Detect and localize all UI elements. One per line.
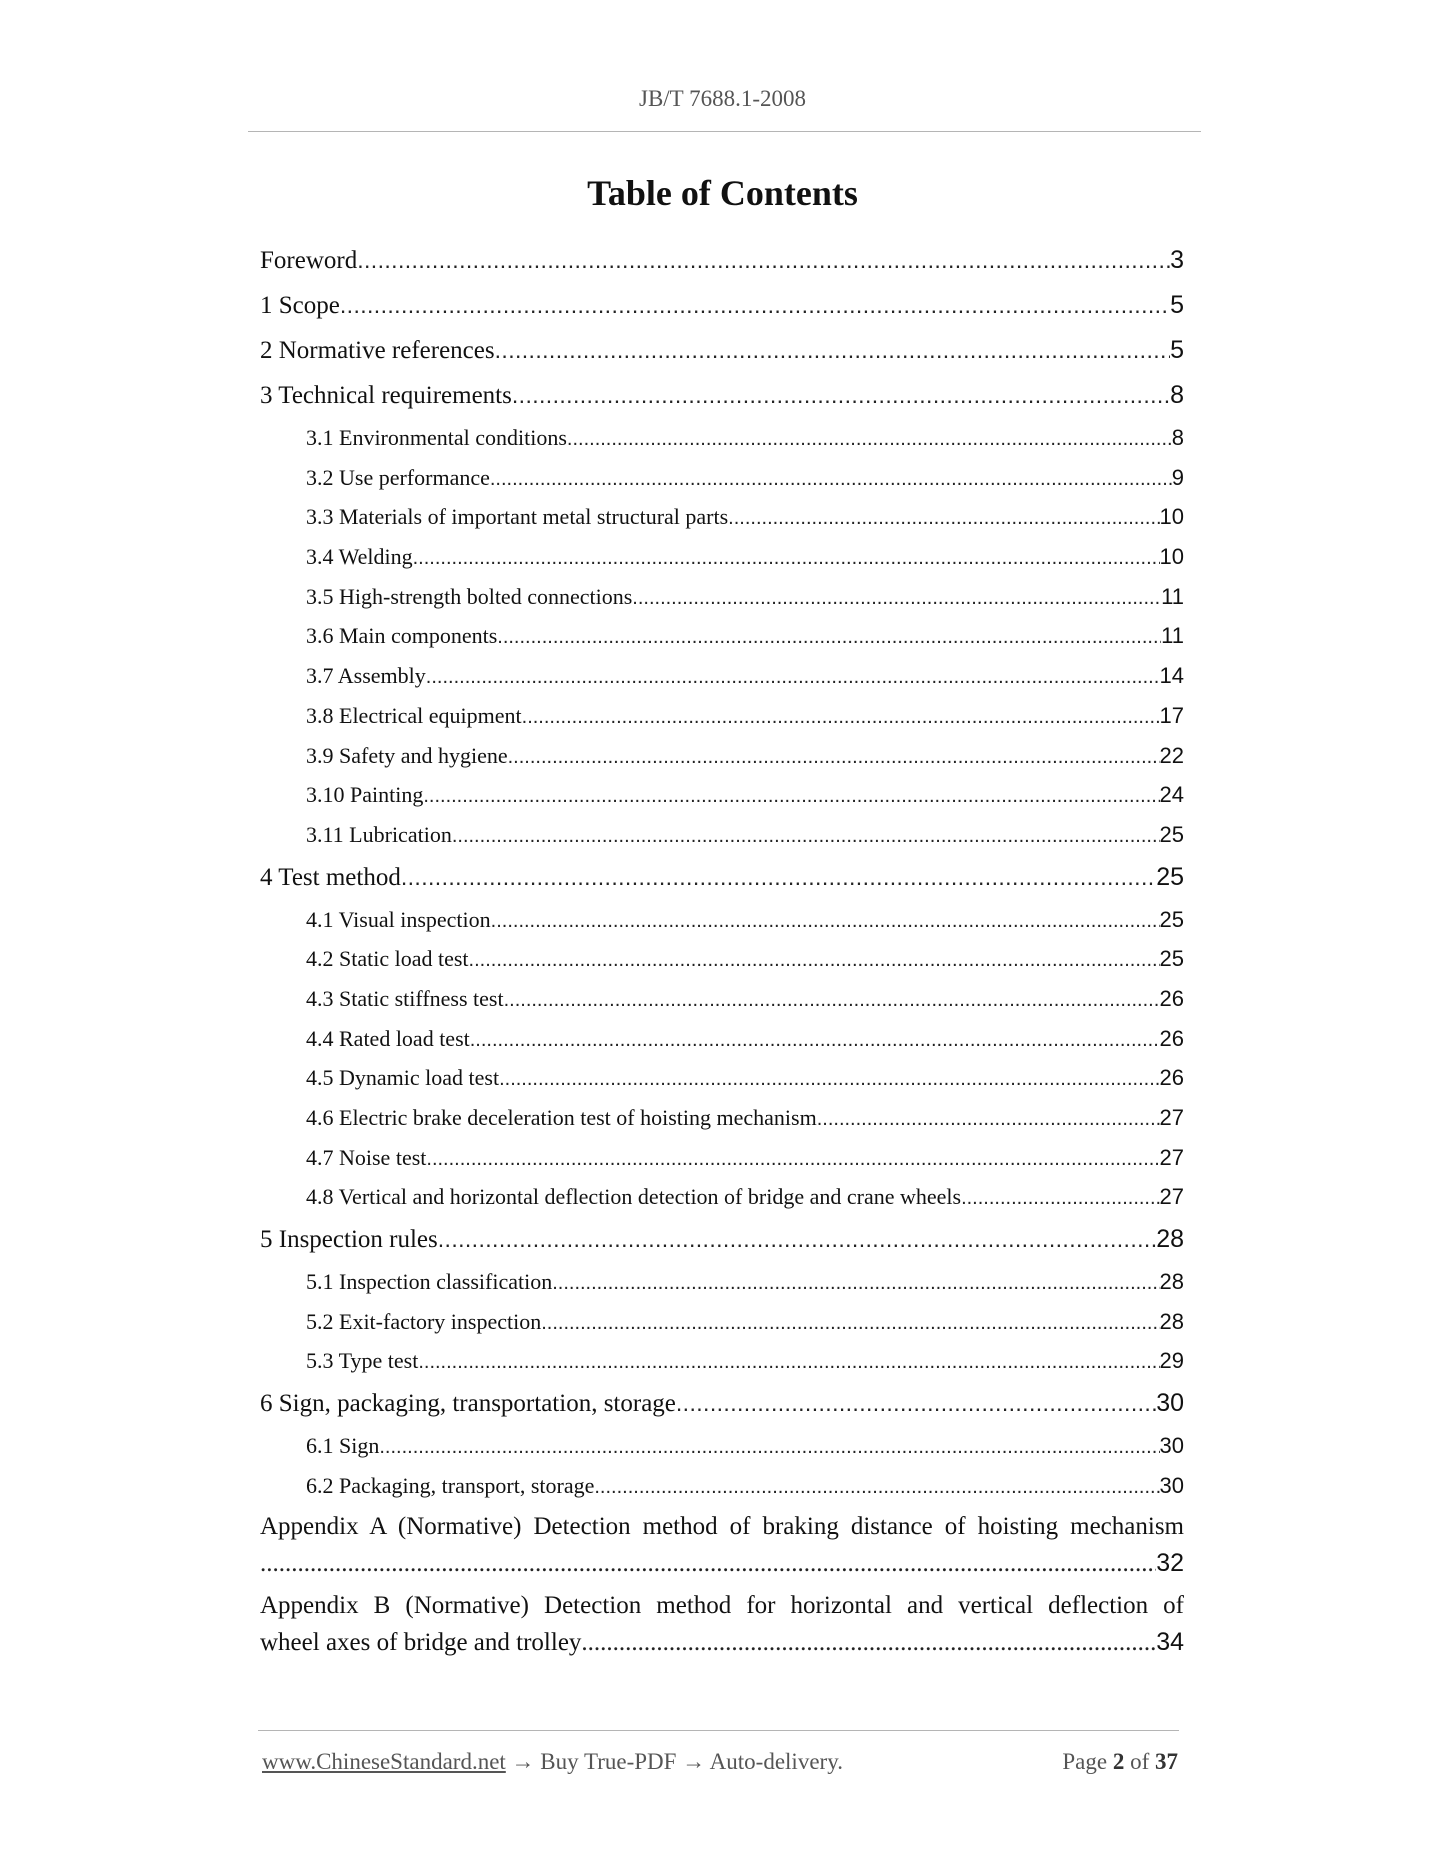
toc-dot-leader [552, 1264, 1159, 1304]
toc-entry-subsection[interactable] [260, 537, 1184, 577]
toc-entry-subsection[interactable] [260, 979, 1184, 1019]
toc-entry-label: 3.5 High-strength bolted connections [306, 583, 633, 609]
toc-entry-label: 1 Scope [260, 292, 340, 319]
toc-entry-section[interactable] [260, 1381, 1184, 1426]
toc-entry-appendix-b[interactable] [260, 1588, 1184, 1660]
toc-entry-label: 3 Technical requirements [260, 382, 512, 409]
toc-dot-leader [491, 902, 1160, 942]
toc-entry-label: Foreword [260, 247, 358, 274]
toc-entry-section[interactable] [260, 283, 1184, 328]
toc-entry-label: 6.1 Sign [306, 1433, 380, 1459]
toc-entry-section[interactable] [260, 328, 1184, 373]
toc-dot-leader [817, 1100, 1160, 1140]
toc-entry-page: 17 [1159, 702, 1184, 728]
toc-entry-subsection[interactable] [260, 939, 1184, 979]
toc-entry-subsection[interactable] [260, 418, 1184, 458]
toc-entry-subsection[interactable] [260, 900, 1184, 940]
toc-dot-leader [401, 855, 1156, 900]
footer-promo [262, 1749, 843, 1775]
toc-entry-label: 4 Test method [260, 863, 401, 891]
toc-entry-subsection[interactable] [260, 656, 1184, 696]
document-code: JB/T 7688.1-2008 [639, 86, 806, 111]
of-word: of [1130, 1749, 1150, 1774]
toc-entry-subsection[interactable] [260, 1262, 1184, 1302]
toc-entry-label: 3.2 Use performance [306, 464, 490, 490]
toc-dot-leader [512, 373, 1170, 418]
toc-entry-page: 28 [1159, 1269, 1184, 1295]
toc-entry-subsection[interactable] [260, 458, 1184, 498]
toc-dot-leader [426, 658, 1160, 698]
toc-dot-leader [379, 1428, 1159, 1468]
toc-dot-leader [594, 1468, 1159, 1508]
toc-entry-label: 4.5 Dynamic load test [306, 1065, 500, 1091]
page-title: Table of Contents [587, 173, 858, 213]
toc-entry-section[interactable] [260, 373, 1184, 418]
toc-entry-subsection[interactable] [260, 577, 1184, 617]
toc-entry-label: 3.7 Assembly [306, 663, 426, 689]
toc-dot-leader [567, 420, 1172, 460]
toc-entry-subsection[interactable] [260, 736, 1184, 776]
arrow-icon: → [682, 1749, 706, 1774]
toc-entry-page: 25 [1159, 946, 1184, 972]
toc-dot-leader [413, 539, 1160, 579]
toc-entry-subsection[interactable] [260, 696, 1184, 736]
toc-dot-leader [452, 817, 1160, 857]
toc-dot-leader [522, 698, 1160, 738]
toc-entry-label: 4.1 Visual inspection [306, 906, 491, 932]
toc-dot-leader [423, 777, 1159, 817]
toc-entry-label: 4.8 Vertical and horizontal deflection detection of bridge and crane wheels [306, 1184, 962, 1210]
toc-entry-page: 22 [1159, 742, 1184, 768]
toc-entry-page: 10 [1159, 544, 1184, 570]
toc-entry-page: 9 [1171, 464, 1184, 490]
footer-divider [258, 1730, 1179, 1731]
toc-dot-leader [676, 1381, 1156, 1426]
toc-entry-appendix-a[interactable] [260, 1509, 1184, 1581]
toc-entry-label: Appendix B (Normative) Detection method for horizontal and vertical deflection of [260, 1591, 1184, 1619]
toc-entry-label: 4.4 Rated load test [306, 1025, 470, 1051]
current-page-number: 2 [1112, 1749, 1125, 1774]
toc-entry-page: 27 [1159, 1144, 1184, 1170]
toc-entry-label: 3.10 Painting [306, 782, 424, 808]
toc-entry-page: 26 [1159, 985, 1184, 1011]
toc-entry-page: 14 [1159, 663, 1184, 689]
toc-dot-leader [541, 1304, 1159, 1344]
toc-entry-page: 8 [1171, 425, 1184, 450]
toc-entry-label: Appendix A (Normative) Detection method of braking distance of hoisting mechanism [260, 1512, 1184, 1540]
toc-entry-subsection[interactable] [260, 815, 1184, 855]
auto-delivery-text: Auto-delivery. [709, 1749, 843, 1774]
toc-dot-leader [632, 579, 1161, 619]
toc-entry-page: 25 [1159, 906, 1184, 932]
toc-dot-leader [497, 618, 1161, 658]
toc-entry-label: 3.3 Materials of important metal structural parts [306, 504, 729, 530]
toc-entry-page: 28 [1159, 1308, 1184, 1334]
toc-entry-label: 5.3 Type test [306, 1348, 419, 1374]
toc-entry-page: 26 [1159, 1025, 1184, 1051]
toc-entry-section[interactable] [260, 855, 1184, 900]
toc-entry-page: 5 [1170, 336, 1184, 364]
toc-entry-label: 5.2 Exit-factory inspection [306, 1308, 542, 1334]
toc-entry-page: 32 [1156, 1548, 1184, 1577]
toc-entry-page: 27 [1159, 1184, 1184, 1210]
toc-entry-subsection[interactable] [260, 1466, 1184, 1506]
toc-entry-page: 11 [1161, 583, 1184, 609]
toc-dot-leader [357, 238, 1170, 283]
toc-entry-label: 6 Sign, packaging, transportation, storage [260, 1390, 676, 1418]
toc-entry-label: 3.9 Safety and hygiene [306, 742, 508, 768]
toc-entry-subsection[interactable] [260, 775, 1184, 815]
toc-entry-subsection[interactable] [260, 1177, 1184, 1217]
toc-entry-page: 8 [1170, 381, 1184, 409]
toc-entry-label: 3.1 Environmental conditions [306, 425, 567, 450]
toc-dot-leader [581, 1625, 1156, 1661]
toc-dot-leader [728, 499, 1159, 539]
toc-entry-label: 5.1 Inspection classification [306, 1269, 553, 1295]
toc-dot-leader [438, 1217, 1156, 1262]
toc-entry-label: 4.6 Electric brake deceleration test of hoisting mechanism [306, 1105, 817, 1130]
toc-dot-leader [961, 1179, 1159, 1219]
toc-entry-label: 3.11 Lubrication [306, 821, 452, 847]
toc-dot-leader [495, 328, 1170, 373]
toc-entry-section[interactable] [260, 1217, 1184, 1262]
arrow-icon: → [511, 1749, 535, 1774]
toc-entry-label: 4.3 Static stiffness test [306, 985, 504, 1011]
toc-entry-page: 25 [1156, 862, 1184, 891]
buy-true-pdf-link[interactable]: Buy True-PDF [540, 1749, 677, 1774]
toc-entry-page: 29 [1159, 1348, 1184, 1374]
toc-entry-subsection[interactable] [260, 1138, 1184, 1178]
toc-entry-page: 30 [1156, 1389, 1184, 1418]
toc-entry-label: 5 Inspection rules [260, 1226, 438, 1254]
toc-entry-subsection[interactable] [260, 1058, 1184, 1098]
toc-entry-label: 3.6 Main components [306, 623, 498, 649]
toc-entry-page: 25 [1159, 821, 1184, 847]
toc-entry-page: 10 [1159, 504, 1184, 530]
toc-entry-page: 30 [1159, 1433, 1184, 1459]
toc-entry-label: 3.8 Electrical equipment [306, 702, 522, 728]
toc-dot-leader [508, 738, 1160, 778]
toc-entry-page: 30 [1159, 1472, 1184, 1498]
toc-entry-subsection[interactable] [260, 1426, 1184, 1466]
toc-entry-subsection[interactable] [260, 1098, 1184, 1138]
toc-entry-section[interactable] [260, 238, 1184, 283]
toc-entry-subsection[interactable] [260, 1341, 1184, 1381]
toc-entry-page: 34 [1156, 1627, 1184, 1656]
toc-entry-subsection[interactable] [260, 616, 1184, 656]
toc-dot-leader [469, 941, 1160, 981]
page-word: Page [1062, 1749, 1108, 1774]
toc-dot-leader [504, 981, 1160, 1021]
toc-entry-page: 5 [1170, 291, 1184, 319]
header-divider [248, 131, 1201, 132]
page-indicator [1062, 1749, 1178, 1775]
toc-entry-label: 4.7 Noise test [306, 1144, 427, 1170]
toc-entry-subsection[interactable] [260, 1019, 1184, 1059]
toc-dot-leader [418, 1343, 1159, 1383]
site-link[interactable]: www.ChineseStandard.net [262, 1749, 506, 1774]
toc-entry-label: 6.2 Packaging, transport, storage [306, 1472, 595, 1498]
toc-dot-leader [470, 1021, 1160, 1061]
toc-entry-page: 26 [1159, 1065, 1184, 1091]
toc-entry-subsection[interactable] [260, 497, 1184, 537]
toc-entry-subsection[interactable] [260, 1302, 1184, 1342]
toc-dot-leader [499, 1060, 1159, 1100]
toc-entry-label-continued: wheel axes of bridge and trolley [260, 1628, 582, 1656]
toc-entry-page: 11 [1161, 623, 1184, 649]
total-pages-number: 37 [1155, 1749, 1178, 1774]
toc-entry-label: 4.2 Static load test [306, 946, 469, 972]
toc-entry-label: 3.4 Welding [306, 544, 413, 570]
toc-entry-page: 28 [1156, 1225, 1184, 1254]
toc-entry-page: 24 [1159, 782, 1184, 808]
toc-dot-leader [490, 460, 1172, 500]
toc-dot-leader [426, 1140, 1159, 1180]
toc-entry-page: 3 [1170, 246, 1184, 274]
toc-entry-page: 27 [1159, 1105, 1184, 1130]
toc-dot-leader [340, 283, 1170, 328]
table-of-contents [260, 238, 1184, 1660]
toc-entry-label: 2 Normative references [260, 337, 495, 364]
toc-entries [260, 238, 1184, 1506]
toc-dot-leader [260, 1546, 1156, 1582]
